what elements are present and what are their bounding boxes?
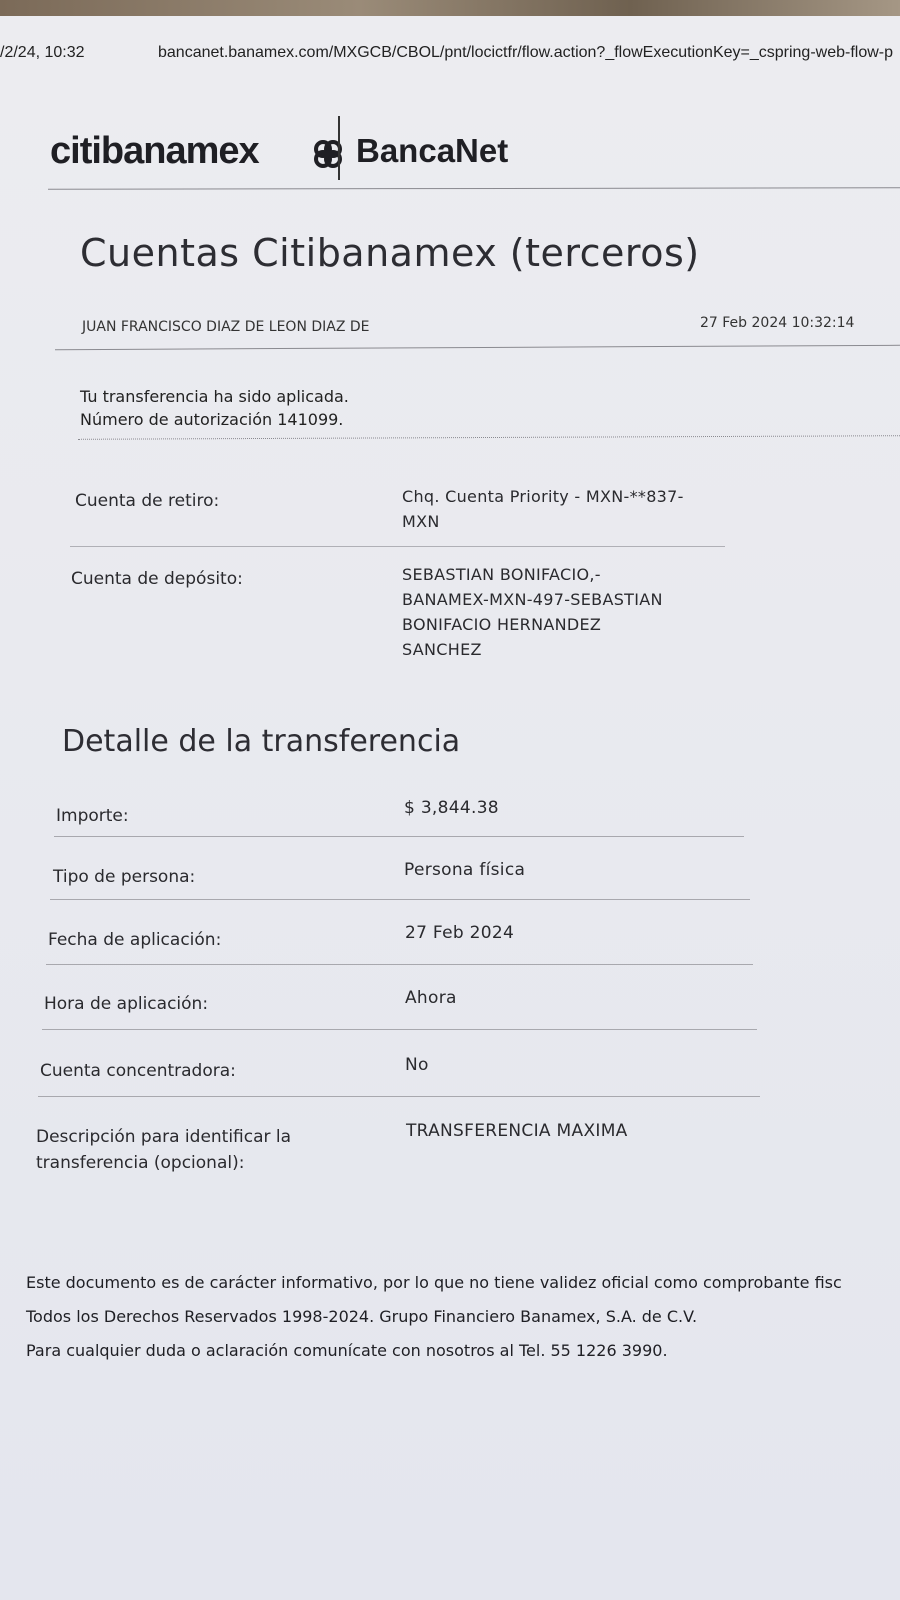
detail-divider <box>42 1029 757 1030</box>
concentrator-account-value: No <box>405 1055 429 1075</box>
detail-row-label: Hora de aplicación: <box>44 994 209 1014</box>
printed-receipt <box>0 16 900 1600</box>
authorization-number: Número de autorización 141099. <box>80 410 344 429</box>
transfer-detail-title: Detalle de la transferencia <box>62 724 461 759</box>
operation-timestamp: 27 Feb 2024 10:32:14 <box>700 315 855 331</box>
citibanamex-logo: citibanamex <box>50 130 259 172</box>
footer-disclaimer: Este documento es de carácter informativo, por lo que no tiene validez oficial como comprobante fisc <box>26 1273 842 1292</box>
detail-row-label: Fecha de aplicación: <box>48 930 222 950</box>
detail-row-label: Tipo de persona: <box>53 867 196 887</box>
confirmation-divider <box>78 435 900 440</box>
detail-divider <box>50 899 750 900</box>
page-title: Cuentas Citibanamex (terceros) <box>80 231 700 275</box>
detail-row-label: Cuenta concentradora: <box>40 1061 236 1081</box>
bancanet-product-name: BancaNet <box>356 132 509 169</box>
header-divider <box>48 187 900 189</box>
amount-value: $ 3,844.38 <box>404 798 499 818</box>
user-name: JUAN FRANCISCO DIAZ DE LEON DIAZ DE <box>82 319 370 335</box>
background-strip <box>0 0 900 16</box>
withdrawal-divider <box>70 546 725 547</box>
confirmation-message <box>80 385 349 431</box>
detail-divider <box>46 964 753 965</box>
footer-copyright: Todos los Derechos Reservados 1998-2024. Grupo Financiero Banamex, S.A. de C.V. <box>26 1307 698 1326</box>
print-url: bancanet.banamex.com/MXGCB/CBOL/pnt/locictfr/flow.action?_flowExecutionKey=_cspring-web-flow-p <box>158 44 894 61</box>
deposit-account-value: SEBASTIAN BONIFACIO,- BANAMEX-MXN-497-SEBASTIAN BONIFACIO HERNANDEZ SANCHEZ <box>402 565 663 659</box>
deposit-account-label: Cuenta de depósito: <box>71 569 243 589</box>
detail-divider <box>38 1096 760 1097</box>
application-date-value: 27 Feb 2024 <box>405 923 515 943</box>
print-header <box>0 44 900 68</box>
description-label: Descripción para identificar la transferencia (opcional): <box>36 1127 292 1173</box>
description-value: TRANSFERENCIA MAXIMA <box>406 1121 628 1141</box>
withdrawal-account-label: Cuenta de retiro: <box>75 491 220 511</box>
detail-divider <box>54 836 744 837</box>
withdrawal-account-value: Chq. Cuenta Priority - MXN-**837- MXN <box>402 487 684 531</box>
legal-footer <box>26 1266 842 1368</box>
print-datetime: /2/24, 10:32 <box>0 44 85 61</box>
logo-divider <box>338 116 340 180</box>
detail-row-label: Importe: <box>56 806 129 826</box>
confirmation-line-1: Tu transferencia ha sido aplicada. <box>80 387 349 406</box>
application-time-value: Ahora <box>405 988 457 1008</box>
person-type-value: Persona física <box>404 860 526 880</box>
footer-contact: Para cualquier duda o aclaración comunícate con nosotros al Tel. 55 1226 3990. <box>26 1341 668 1360</box>
title-divider <box>55 345 900 350</box>
